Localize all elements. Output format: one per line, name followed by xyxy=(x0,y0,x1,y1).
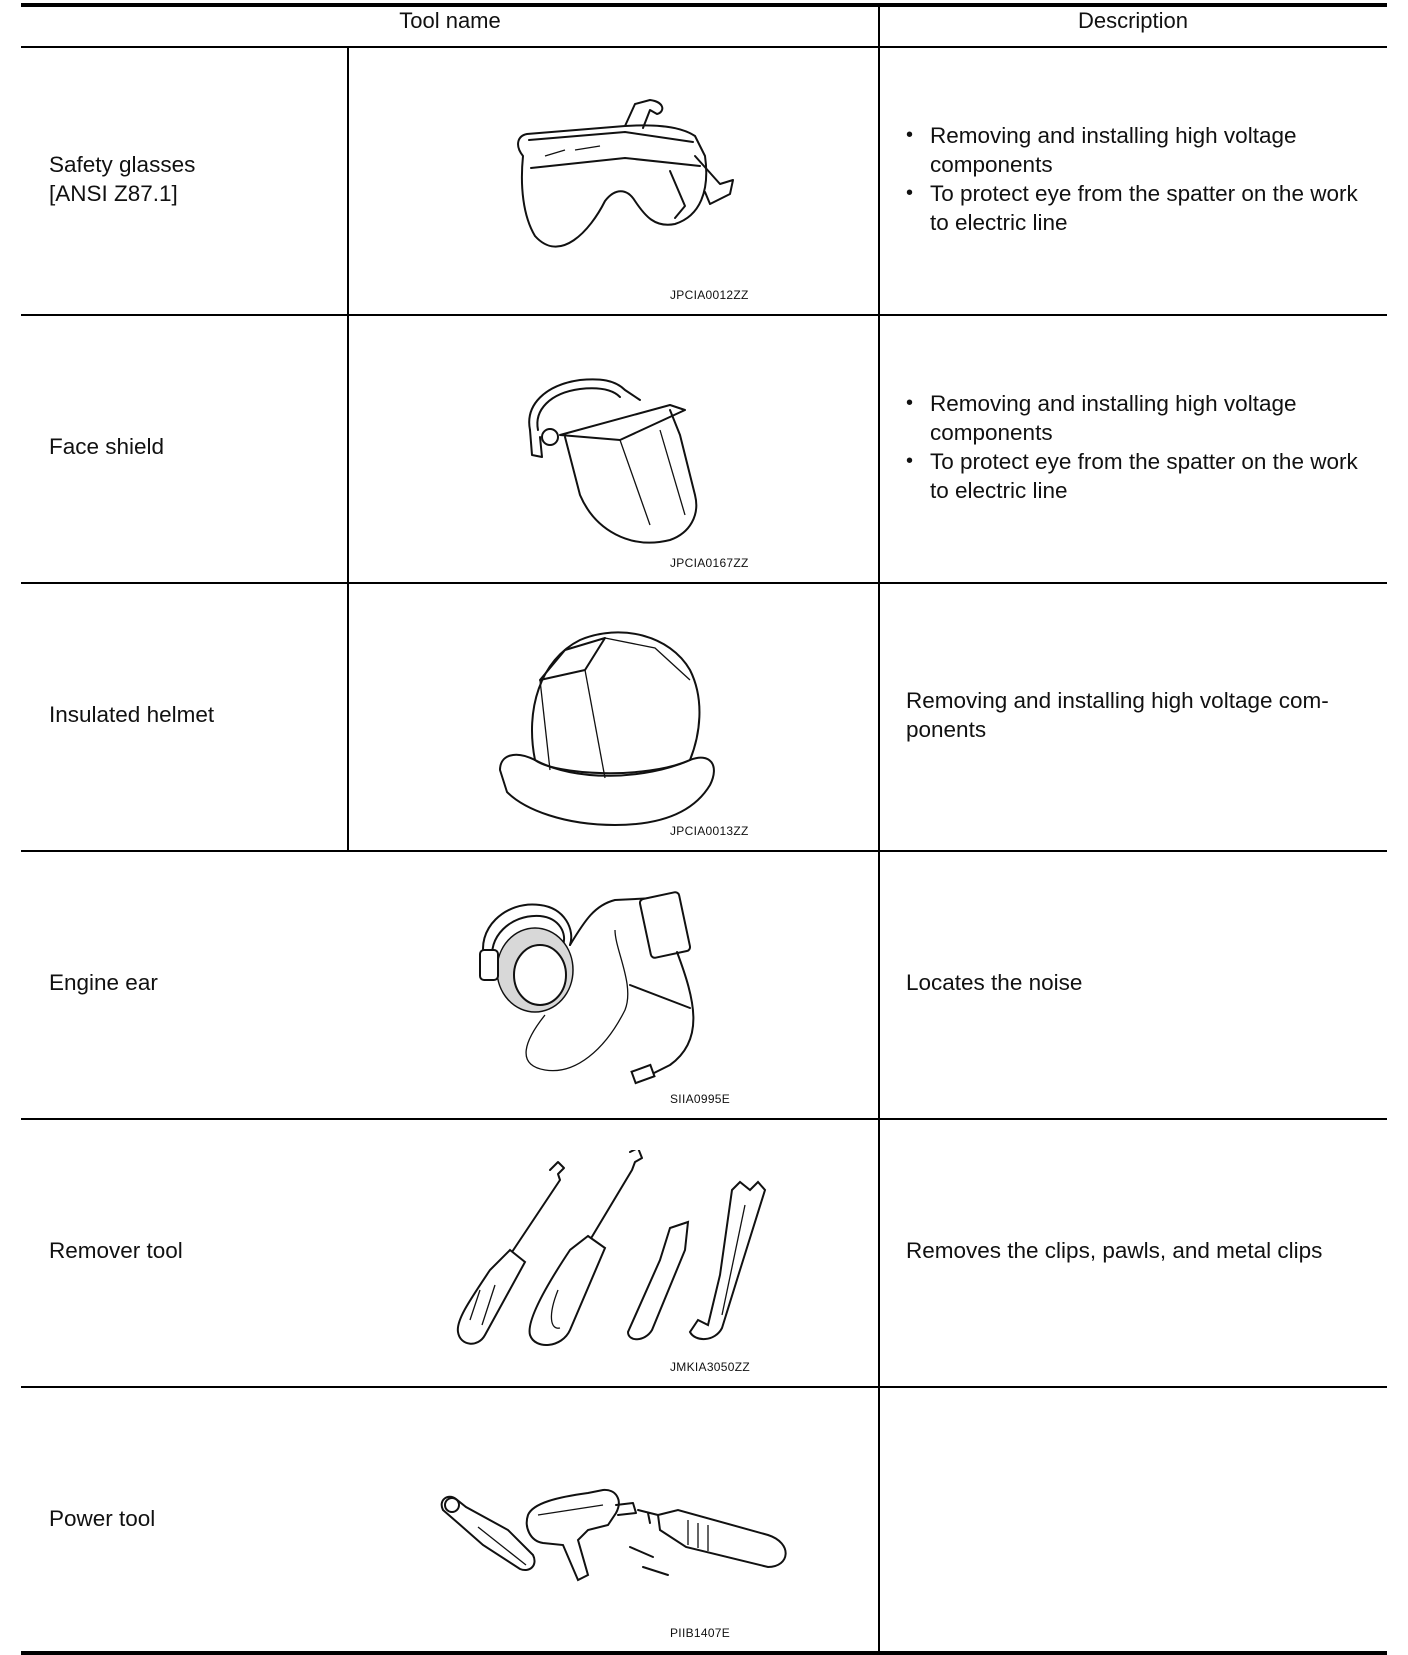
description-face-shield xyxy=(906,389,1366,505)
row-divider xyxy=(21,1118,1387,1120)
safety-glasses-icon xyxy=(505,96,745,266)
header-description: Description xyxy=(1077,8,1189,33)
row-divider xyxy=(21,850,1387,852)
figure-code: JMKIA3050ZZ xyxy=(670,1360,750,1374)
column-divider-figure xyxy=(347,47,349,851)
figure-code: PIIB1407E xyxy=(670,1626,731,1640)
row-divider xyxy=(21,314,1387,316)
description-insulated-helmet: Removing and installing high voltage com-ponents xyxy=(906,688,1329,742)
power-tools-icon xyxy=(438,1475,798,1605)
figure-code: JPCIA0013ZZ xyxy=(670,824,749,838)
row-divider xyxy=(21,582,1387,584)
table-top-rule xyxy=(21,3,1387,7)
tool-name-face-shield: Face shield xyxy=(49,434,165,459)
description-bullet: • Removing and installing high voltage components xyxy=(906,121,1366,179)
figure-code: JPCIA0167ZZ xyxy=(670,556,749,570)
description-bullet: • To protect eye from the spatter on the work to electric line xyxy=(906,179,1366,237)
face-shield-icon xyxy=(520,375,720,555)
description-safety-glasses xyxy=(906,121,1366,237)
description-bullet: • To protect eye from the spatter on the work to electric line xyxy=(906,447,1366,505)
stethoscope-headphones-icon xyxy=(465,890,745,1085)
table-bottom-rule xyxy=(21,1651,1387,1655)
tool-name-engine-ear: Engine ear xyxy=(49,970,158,995)
description-engine-ear: Locates the noise xyxy=(906,970,1083,995)
helmet-icon xyxy=(495,620,725,830)
description-bullet: • Removing and installing high voltage components xyxy=(906,389,1366,447)
tool-name-safety-glasses: Safety glasses [ANSI Z87.1] xyxy=(49,152,196,206)
row-divider xyxy=(21,1386,1387,1388)
figure-code: JPCIA0012ZZ xyxy=(670,288,749,302)
column-divider-description xyxy=(878,5,880,1653)
tool-name-insulated-helmet: Insulated helmet xyxy=(49,702,215,727)
figure-code: SIIA0995E xyxy=(670,1092,731,1106)
tool-name-power-tool: Power tool xyxy=(49,1506,156,1531)
header-bottom-rule xyxy=(21,46,1387,48)
tool-name-remover-tool: Remover tool xyxy=(49,1238,183,1263)
description-remover-tool: Removes the clips, pawls, and metal clips xyxy=(906,1238,1323,1263)
header-tool-name: Tool name xyxy=(399,8,501,33)
remover-tools-icon xyxy=(440,1150,795,1350)
